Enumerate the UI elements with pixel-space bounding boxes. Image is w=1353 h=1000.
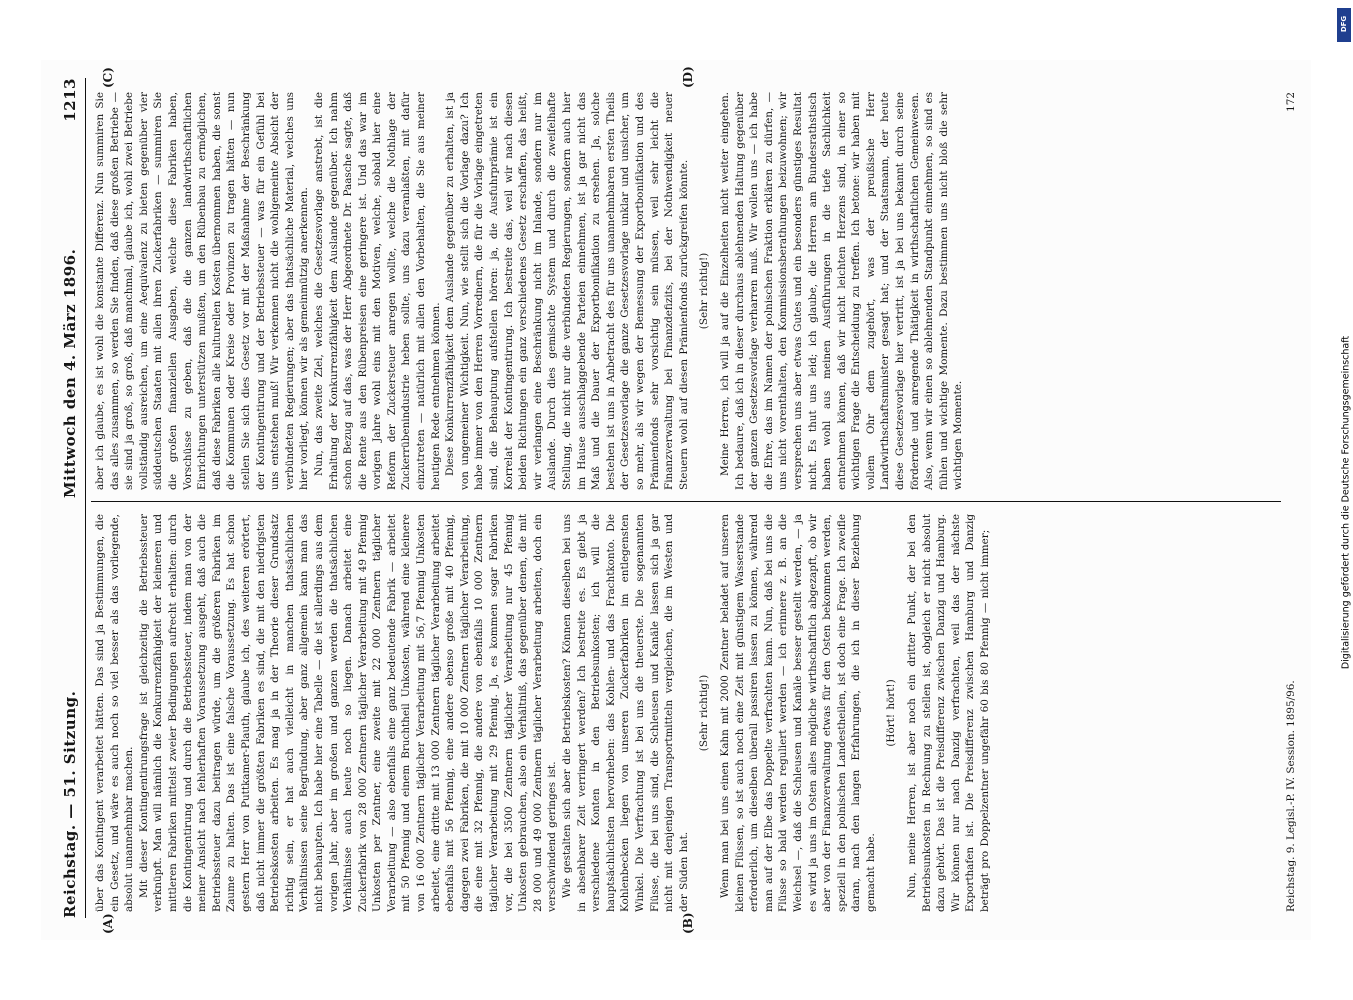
footer-legislature: Reichstag. 9. Legisl.-P. IV. Session. 1895/96. bbox=[1285, 680, 1297, 912]
dfg-logo-text: DFG bbox=[1340, 15, 1348, 33]
page-header bbox=[57, 78, 83, 918]
left-column bbox=[93, 514, 993, 912]
paragraph: aber ich glaube, es ist wohl die konstante Differenz. Nun summiren Sie das alles zusammen, so werden Sie finden, daß diese großen Betriebe — sie sind ja groß, so groß, daß manchmal, glaube ich, wohl zwei Betriebe vollständig ausreichen, um eine Aequivalenz zu bieten gegenüber vier süddeutschen Staaten mit allen ihren Zuckerfabriken — summiren Sie die großen finanziellen Ausgaben, welche diese Fabriken haben, Vorschüsse zu geben, daß die die ganzen landwirthschaftlichen Einrichtungen unterstützen mußten, um den Rübenbau zu ermöglichen, daß diese Fabriken alle kulturellen Kosten übernommen haben, die sonst die Kommunen oder Kreise oder Provinzen zu tragen hätten — nun stellen Sie sich dies Gesetz vor mit der Maßnahme der Beschränkung der Kontingentirung und der Betriebssteuer — was für ein Gefühl bei uns entstehen muß! Wir verkennen nicht die wohlgemeinte Absicht der verbündeten Regierungen; aber das thatsächliche Material, welches uns hier vorliegt, können wir als gemeinmützig anerkennen. bbox=[94, 92, 311, 490]
paragraph: Meine Herren, ich will ja auf die Einzelheiten nicht weiter eingehen. Ich bedaure, daß ich in dieser durchaus ablehnenden Haltung gegenüber der ganzen Gesetzesvorlage verharren muß. Wir wollen uns — ich habe die Ehre, das im Namen der polnischen Fraktion erklären zu dürfen, — uns nicht vorenthalten, den Kommissionsberathungen beizuwohnen; wir versprechen uns aber etwas Gutes und ein besonders günstiges Resultat nicht. Es thut uns leid; ich glaube, die Herren am Bundesrathstisch haben wohl aus meinen Ausführungen in die tiefe Sachlichkeit entnehmen können, daß wir nicht leichten Herzens sind, in einer so wichtigen Frage die Entscheidung zu treffen. Ich betone: wir haben mit vollem Ohr dem zugehört, was der preußische Herr Landwirthschaftsminister gesagt hat; und der Staatsmann, der heute diese Gesetzesvorlage hier vertritt, ist ja bei uns bekannt durch seine fördernde und anregende Thätigkeit in wirthschaftlichen Gemeinwesen. Also, wenn wir einen so ablehnenden Standpunkt einnehmen, so sind es fühlen und wichtige Momente. Dazu bestimmen uns nicht bloß die sehr wichtigen Momente. bbox=[718, 92, 965, 490]
paragraph: Wenn man bei uns einen Kahn mit 2000 Zentner beladet auf unseren kleinen Flüssen, so ist auch noch eine Zeit mit günstigem Wasserstande erforderlich, um dieselben überall passiren lassen zu können, während man auf der Elbe das Doppelte verfrachten kann. Nun, daß bei uns die Flüsse so bald werden reguliert werden — ich erinnere z. B. an die Weichsel —, daß die Schleusen und Kanäle besser gestellt werden, — ja es wird ja uns im Osten alles mögliche wirthschaftlich abgezapft, ob wir aber von der Finanzverwaltung etwas für den Osten bekommen werden, speziell in den polnischen Landestheilen, ist doch eine Frage. Ich zweifle daran, nach den langen Erfahrungen, die ich in dieser Beziehung gemacht habe. bbox=[718, 514, 877, 912]
paragraph: über das Kontingent verarbeitet hätten. Das sind ja Bestimmungen, die ein Gesetz, und wäre es auch noch so viel besser als das vorliegende, absolut unannehmbar machen. bbox=[94, 514, 136, 912]
right-column bbox=[93, 92, 966, 490]
interjection: (Sehr richtig!) bbox=[698, 252, 711, 330]
paragraph: Diese Konkurrenzfähigkeit dem Auslande gegenüber zu erhalten, ist ja von ungemeiner Wichtigkeit. Nun, wie stellt sich die Vorlage dazu? Ich habe immer von den Herren Vorrednern, die für die Vorlage eingetreten sind, die Behauptung aufstellen hören: ja, die Ausfuhrprämie ist ein Korrelat der Kontingentirung. Ich bestreite das, weil wir nach diesen beiden Richtungen ein ganz verschiedenes Gesetz erschaffen, das heißt, wir verlangen eine Beschränkung nicht im Inlande, sondern nur im Auslande. Durch dies gemischte System und durch die zweifelhafte Stellung, die nicht nur die verbündeten Regierungen, sondern auch hier im Hause ausschlaggebende Parteien einnehmen, ist ja gar nicht das Maß und die Dauer der Exportbonifikation zu ersehen. Ja, solche bestehen ist uns in Anbetracht des für uns unannehmbaren ersten Theils der Gesetzesvorlage die ganze Gesetzesvorlage unklar und unsicher, um so mehr, als wir wegen der Bemessung der Exportbonifikation und des Prämienfonds sehr vorsichtig sein müssen, weil sehr leicht die Finanzverwaltung bei Finanzdefizits, bei der Nothwendigkeit neuer Steuern wohl auf diesen Prämienfonds zurückgreifen könnte. bbox=[444, 92, 690, 490]
margin-mark-a: (A) bbox=[101, 913, 115, 934]
footer-signature-number: 172 bbox=[1285, 92, 1297, 112]
header-rule bbox=[85, 78, 86, 918]
interjection: (Sehr richtig!) bbox=[698, 674, 711, 752]
paragraph: Mit dieser Kontingentirungsfrage ist gleichzeitig die Betriebssteuer verknüpft. Man will nämlich die Konkurrenzfähigkeit der kleineren und mittleren Fabriken mittelst zweier Bedingungen aufrecht erhalten: durch die Kontingentirung und durch die Betriebssteuer, indem man von der meiner Ansicht nach fehlerhaften Voraussetzung ausgeht, daß auch die Betriebssteuer dazu beitragen würde, um die größeren Fabriken im Zaume zu halten. Das ist eine falsche Voraussetzung. Es hat schon gestern Herr von Puttkamer-Plauth, glaube ich, des weiteren erörtert, daß nicht immer die größten Fabriken es sind, die mit den niedrigsten Betriebskosten arbeiten. Es mag ja in der Theorie dieser Grundsatz richtig sein, er hat auch vielleicht in manchen thatsächlichen Verhältnissen seine Begründung, aber ganz allgemein kann man das nicht behaupten. Ich habe hier eine Tabelle — die ist allerdings aus dem vorigen Jahr, aber im großen und ganzen werden die thatsächlichen Verhältnisse auch heute noch so liegen. Danach arbeitet eine Zuckerfabrik von 28 000 Zentnern täglicher Verarbeitung mit 49 Pfennig Unkosten per Zentner, eine zweite mit 22 000 Zentnern täglicher Verarbeitung — also ebenfalls eine ganz bedeutende Fabrik — arbeitet mit 50 Pfennig und einem Bruchtheil Unkosten, während eine kleinere von 16 000 Zentnern täglicher Verarbeitung mit 56,7 Pfennig Unkosten arbeitet, eine dritte mit 13 000 Zentnern täglicher Verarbeitung arbeitet ebenfalls mit 56 Pfennig, eine andere ebenso große mit 40 Pfennig, dagegen zwei Fabriken, die mit 10 000 Zentnern täglicher Verarbeitung, die eine mit 32 Pfennig, die andere von ebenfalls 10 000 Zentnern täglicher Verarbeitung mit 29 Pfennig. Ja, es kommen sogar Fabriken vor, die bei 3500 Zentnern täglicher Verarbeitung nur 45 Pfennig Unkosten gebrauchen, also ein Verhältniß, das gegenüber denen, die mit 28 000 und 49 000 Zentnern täglicher Verarbeitung arbeiten, doch ein verschwindend geringes ist. bbox=[137, 514, 559, 912]
paragraph: Nun, meine Herren, ist aber noch ein dritter Punkt, der bei den Betriebsunkosten in Rechnung zu stellen ist, obgleich er nicht absolut dazu gehört. Das ist die Preisdifferenz zwischen Danzig und Hamburg. Wir können nur nach Danzig verfrachten, weil das der nächste Exporthafen ist. Die Preisdifferenz zwischen Hamburg und Danzig beträgt pro Doppelzentner ungefähr 60 bis 80 Pfennig — nicht immer; bbox=[906, 514, 992, 912]
digitization-note-text: Digitalisierung gefördert durch die Deutsche Forschungsgemeinschaft bbox=[1340, 335, 1352, 670]
paragraph: Nun, das zweite Ziel, welches die Gesetzesvorlage anstrebt, ist die Erhaltung der Konkurrenzfähigkeit dem Auslande gegenüber. Ich nahm schon Bezug auf das, was der Herr Abgeordnete Dr. Paasche sagte, daß die Rente aus den Rübenpreisen eine geringere ist. Und das war im vorigen Jahre wohl eins mit den Motiven, welche, sobald hier eine Reform der Zuckersteuer anregen wollte, welche die Nothlage der Zuckerrübenindustrie heben sollte, uns dazu veranlaßten, mit dafür einzutreten — natürlich mit allen den Vorbehalten, die Sie aus meiner heutigen Rede entnehmen können. bbox=[312, 92, 442, 490]
interjection: (Hört! hört!) bbox=[885, 679, 898, 747]
header-date: Mittwoch den 4. März 1896. bbox=[61, 248, 79, 498]
margin-mark-d: (D) bbox=[681, 66, 695, 88]
header-page-number: 1213 bbox=[61, 78, 79, 122]
column-divider bbox=[91, 501, 1281, 502]
digitization-note bbox=[1339, 8, 1353, 998]
header-session: Reichstag. — 51. Sitzung. bbox=[61, 690, 79, 918]
scanned-page bbox=[41, 60, 1311, 940]
paragraph: Wie gestalten sich aber die Betriebskosten? Können dieselben bei uns in absehbarer Zeit verringert werden? Ich bestreite es. Es giebt ja verschiedene Konten in den Betriebsunkosten; ich will die hauptsächlichsten hervorheben: das Kohlen- und das Frachtkonto. Die Kohlenbecken liegen von unseren Zuckerfabriken im entlegensten Winkel. Die Verfrachtung ist bei uns die theuerste. Die sogenannten Flüsse, die bei uns sind, die Schleusen und Kanäle lassen sich ja gar nicht mit denjenigen Transportmitteln vergleichen, die im Westen und der Süden hat. bbox=[561, 514, 690, 912]
margin-mark-b: (B) bbox=[681, 912, 695, 934]
margin-mark-c: (C) bbox=[101, 67, 115, 88]
